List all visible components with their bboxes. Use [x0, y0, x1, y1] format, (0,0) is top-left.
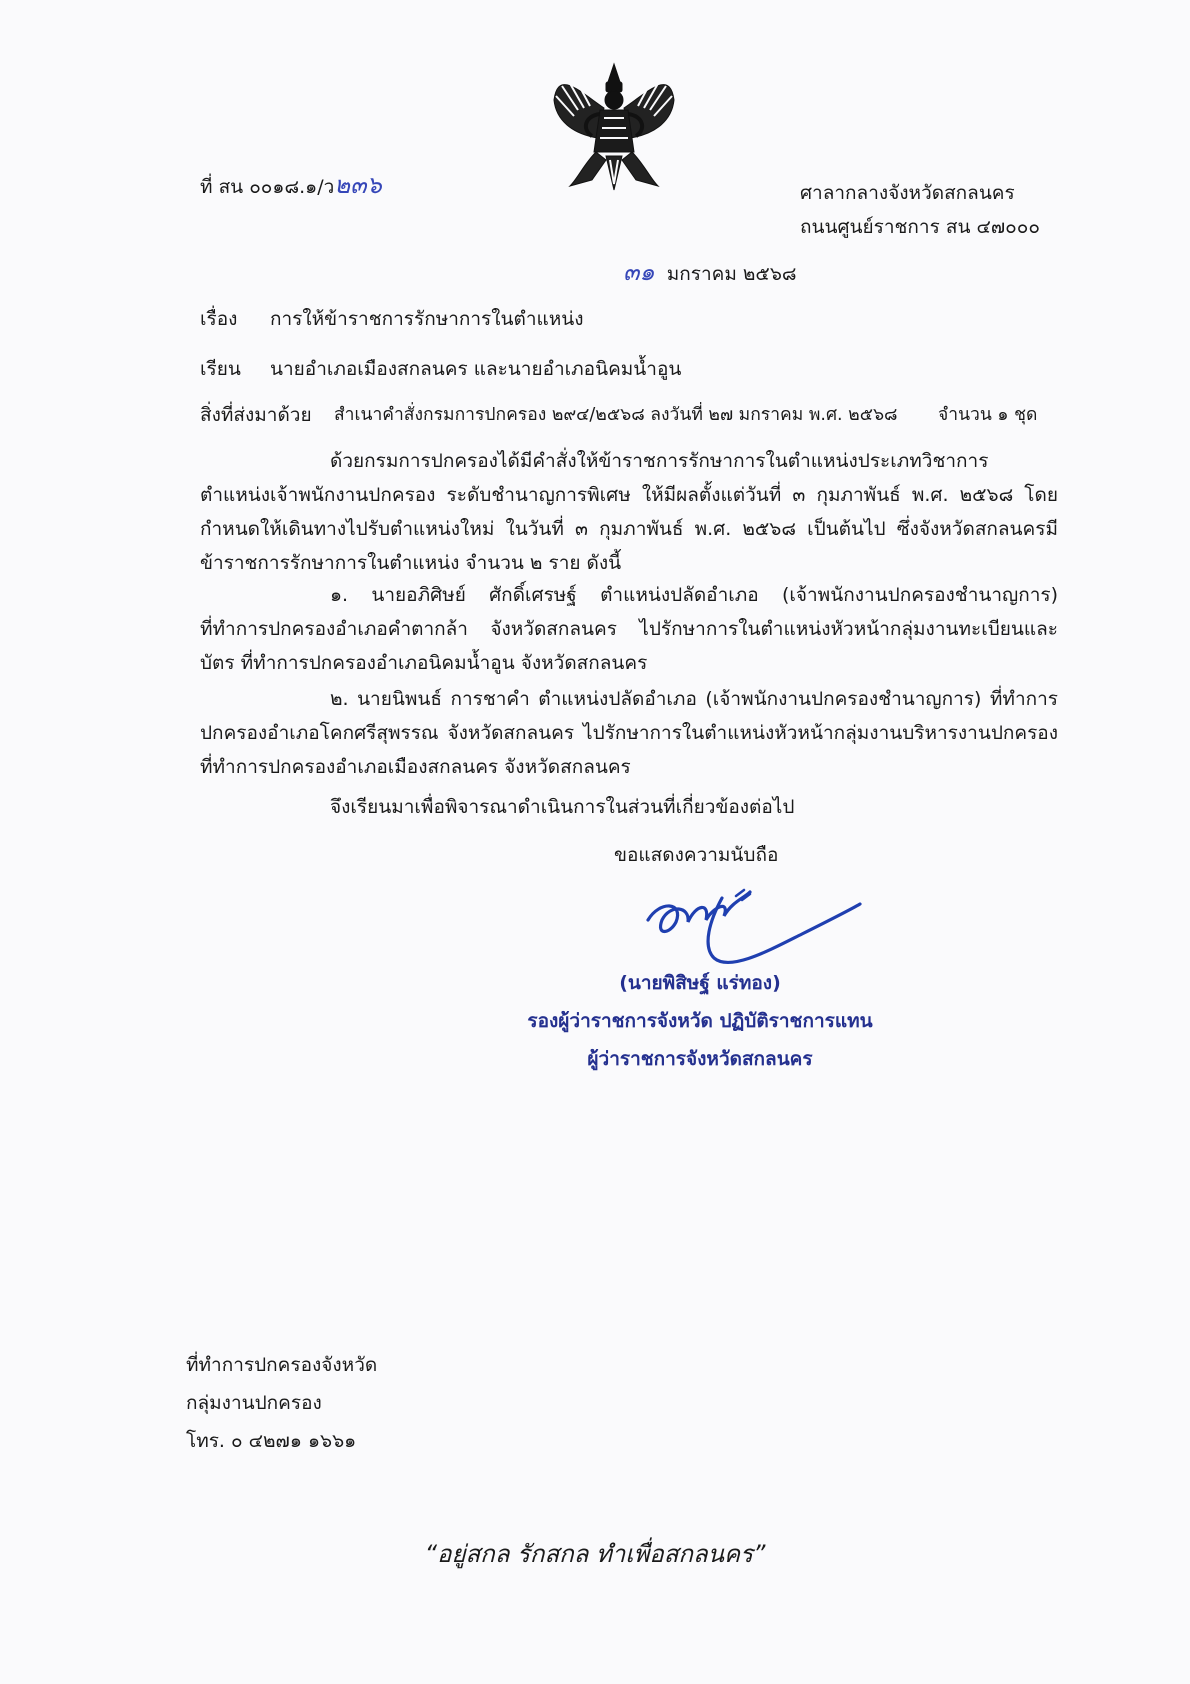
list-item-1: ๑. นายอภิศิษย์ ศักดิ์เศรษฐ์ ตำแหน่งปลัดอำเภอ (เจ้าพนักงานปกครองชำนาญการ) ที่ทำการปกครองอำเภอคำตากล้า จังหวัดสกลนคร ไปรักษาการในตำแหน่งหัวหน้ากลุ่มงานทะเบียนและบัตร ที่ทำการปกครองอำเภอนิคมน้ำอูน จังหวัดสกลนคร — [200, 584, 1058, 674]
date-month-year: มกราคม ๒๕๖๘ — [666, 263, 797, 285]
closing-request: จึงเรียนมาเพื่อพิจารณาดำเนินการในส่วนที่เกี่ยวข้องต่อไป — [330, 796, 795, 818]
signer-name: (นายพิสิษฐ์ แร่ทอง) — [619, 972, 781, 994]
closing-salutation: ขอแสดงความนับถือ — [614, 844, 779, 866]
office-address-line-2: ถนนศูนย์ราชการ สน ๔๗๐๐๐ — [800, 216, 1040, 238]
body-paragraph: ด้วยกรมการปกครองได้มีคำสั่งให้ข้าราชการรักษาการในตำแหน่งประเภทวิชาการ ตำแหน่งเจ้าพนักงานปกครอง ระดับชำนาญการพิเศษ ให้มีผลตั้งแต่วันที่ ๓ กุมภาพันธ์ พ.ศ. ๒๕๖๘ โดยกำหนดให้เดินทางไปรับตำแหน่งใหม่ ในวันที่ ๓ กุมภาพันธ์ พ.ศ. ๒๕๖๘ เป็นต้นไป ซึ่งจังหวัดสกลนครมีข้าราชการรักษาการในตำแหน่ง จำนวน ๒ ราย ดังนี้ — [200, 450, 1058, 574]
subject-text: การให้ข้าราชการรักษาการในตำแหน่ง — [270, 308, 584, 330]
handwritten-signature-icon — [640, 880, 870, 976]
footer-phone: โทร. ๐ ๔๒๗๑ ๑๖๖๑ — [186, 1430, 357, 1452]
recipient-text: นายอำเภอเมืองสกลนคร และนายอำเภอนิคมน้ำอูน — [270, 358, 682, 380]
signer-title-line-2: ผู้ว่าราชการจังหวัดสกลนคร — [587, 1048, 813, 1070]
office-address-line-1: ศาลากลางจังหวัดสกลนคร — [800, 182, 1015, 204]
reference-handwritten-number: ๒๓๖ — [334, 171, 382, 199]
list-item-2: ๒. นายนิพนธ์ การชาคำ ตำแหน่งปลัดอำเภอ (เจ้าพนักงานปกครองชำนาญการ) ที่ทำการปกครองอำเภอโคกศรีสุพรรณ จังหวัดสกลนคร ไปรักษาการในตำแหน่งหัวหน้ากลุ่มงานบริหารงานปกครอง ที่ทำการปกครองอำเภอเมืองสกลนคร จังหวัดสกลนคร — [200, 688, 1058, 778]
province-motto: “อยู่สกล รักสกล ทำเพื่อสกลนคร” — [424, 1540, 766, 1568]
footer-office-line-2: กลุ่มงานปกครอง — [186, 1392, 322, 1414]
subject-label: เรื่อง — [200, 308, 238, 330]
garuda-emblem-icon — [548, 60, 680, 196]
enclosure-text: สำเนาคำสั่งกรมการปกครอง ๒๙๔/๒๕๖๘ ลงวันที่ ๒๗ มกราคม พ.ศ. ๒๕๖๘ — [334, 405, 898, 425]
footer-office-line-1: ที่ทำการปกครองจังหวัด — [186, 1354, 378, 1376]
enclosure-label: สิ่งที่ส่งมาด้วย — [200, 404, 312, 426]
reference-number — [200, 168, 382, 204]
recipient-label: เรียน — [200, 358, 241, 380]
letter-date — [623, 255, 797, 291]
enclosure-count: จำนวน ๑ ชุด — [938, 405, 1038, 425]
signer-title-line-1: รองผู้ว่าราชการจังหวัด ปฏิบัติราชการแทน — [527, 1010, 873, 1032]
reference-prefix: ที่ สน ๐๐๑๘.๑/ว — [200, 176, 335, 198]
date-day-handwritten: ๓๑ — [623, 258, 655, 286]
